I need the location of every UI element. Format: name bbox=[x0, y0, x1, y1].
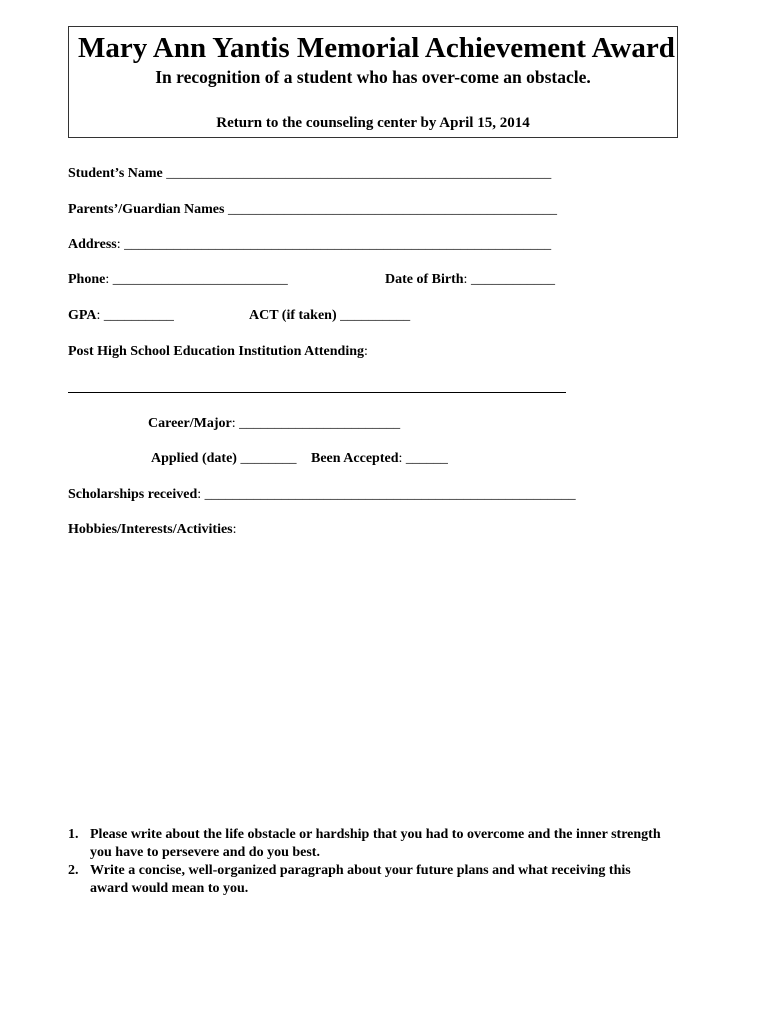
gpa-colon: : bbox=[96, 308, 101, 323]
institution-label: Post High School Education Institution Attending bbox=[68, 344, 365, 359]
instruction-item bbox=[68, 826, 668, 862]
guardian-names-blank[interactable]: _______________________________________________ bbox=[227, 202, 557, 217]
institution-colon: : bbox=[364, 344, 368, 359]
applied-blank[interactable]: ________ bbox=[240, 451, 297, 466]
dob-colon: : bbox=[463, 272, 468, 287]
hobbies-label: Hobbies/Interests/Activities bbox=[68, 522, 233, 537]
scholarships-blank[interactable]: _____________________________________________________ bbox=[204, 487, 576, 502]
essay-instructions bbox=[68, 826, 668, 898]
act-label: ACT (if taken) bbox=[249, 308, 337, 323]
accepted-label: Been Accepted bbox=[311, 451, 399, 466]
return-notice: Return to the counseling center by April 15, 2014 bbox=[216, 115, 530, 131]
scholarships-label: Scholarships received bbox=[68, 487, 198, 502]
gpa-blank[interactable]: __________ bbox=[103, 308, 174, 323]
applied-field bbox=[151, 451, 296, 467]
address-field bbox=[68, 237, 551, 253]
student-name-label: Student’s Name bbox=[68, 166, 163, 181]
act-field bbox=[249, 308, 410, 324]
form-title: Mary Ann Yantis Memorial Achievement Award bbox=[78, 32, 675, 64]
accepted-blank[interactable]: ______ bbox=[405, 451, 448, 466]
guardian-names-label: Parents’/Guardian Names bbox=[68, 202, 225, 217]
guardian-names-field bbox=[68, 202, 557, 218]
act-blank[interactable]: __________ bbox=[340, 308, 411, 323]
student-name-field bbox=[68, 166, 551, 182]
scholarships-colon: : bbox=[197, 487, 202, 502]
address-label: Address bbox=[68, 237, 117, 252]
dob-blank[interactable]: ____________ bbox=[470, 272, 555, 287]
phone-blank[interactable]: _________________________ bbox=[112, 272, 288, 287]
address-colon: : bbox=[116, 237, 121, 252]
institution-answer-line[interactable] bbox=[68, 392, 566, 393]
phone-field bbox=[68, 272, 288, 288]
accepted-colon: : bbox=[398, 451, 403, 466]
gpa-label: GPA bbox=[68, 308, 97, 323]
hobbies-field bbox=[68, 522, 237, 538]
form-subtitle: In recognition of a student who has over-come an obstacle. bbox=[155, 67, 591, 87]
dob-field bbox=[385, 272, 555, 288]
institution-field bbox=[68, 344, 368, 360]
career-label: Career/Major bbox=[148, 416, 232, 431]
phone-label: Phone bbox=[68, 272, 106, 287]
dob-label: Date of Birth bbox=[385, 272, 464, 287]
phone-colon: : bbox=[105, 272, 110, 287]
scholarships-field bbox=[68, 487, 576, 503]
career-colon: : bbox=[231, 416, 236, 431]
address-blank[interactable]: _____________________________________________________________ bbox=[124, 237, 552, 252]
header-box bbox=[68, 26, 678, 138]
instruction-number: 2. bbox=[68, 863, 79, 878]
accepted-field bbox=[311, 451, 448, 467]
instruction-number: 1. bbox=[68, 827, 79, 842]
career-blank[interactable]: _______________________ bbox=[239, 416, 401, 431]
hobbies-colon: : bbox=[232, 522, 237, 537]
instruction-text: Write a concise, well-organized paragraph about your future plans and what receiving this award would mean to you. bbox=[90, 863, 631, 896]
applied-label: Applied (date) bbox=[151, 451, 237, 466]
student-name-blank[interactable]: _______________________________________________________ bbox=[166, 166, 552, 181]
gpa-field bbox=[68, 308, 174, 324]
career-field bbox=[148, 416, 400, 432]
instruction-item bbox=[68, 862, 668, 898]
instruction-text: Please write about the life obstacle or hardship that you had to overcome and the inner strength you have to persevere and do you best. bbox=[90, 827, 661, 860]
